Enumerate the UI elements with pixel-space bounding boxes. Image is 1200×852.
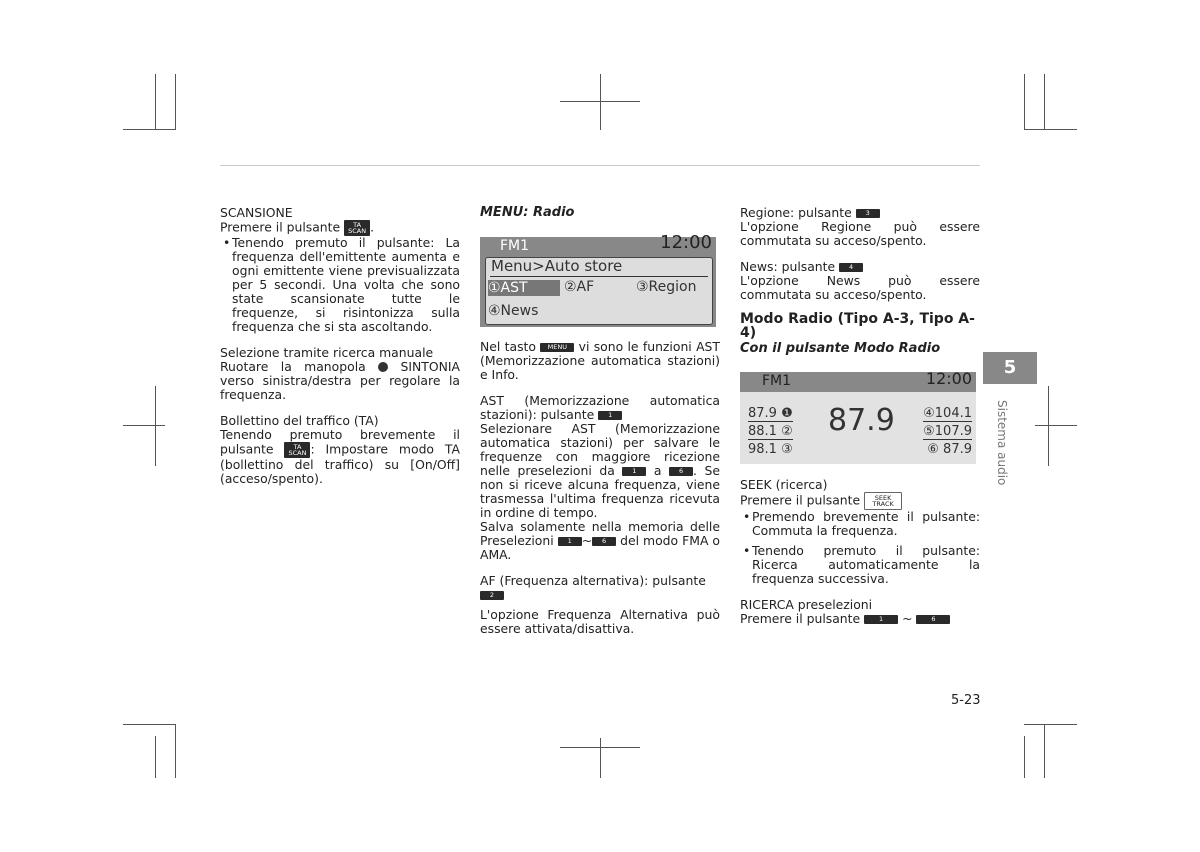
- key-label: SCAN: [348, 227, 367, 235]
- key-6-icon: 6: [669, 467, 693, 476]
- af-text: L'opzione Frequenza Alternativa può essere attivata/disattiva.: [480, 607, 720, 636]
- crop-mark: [1035, 425, 1077, 426]
- lcd-preset-4: ④104.1: [923, 406, 972, 421]
- lcd-main-frequency: 87.9: [828, 403, 895, 438]
- lcd-divider: [490, 276, 708, 277]
- ast-text-a: Selezionare AST (Memorizzazione automatica stazioni) per salvare le frequenze con maggiore ricezione nelle preselezioni da: [480, 421, 720, 478]
- ast-text-b: . Se non si riceve alcuna frequenza, viene trasmessa l'ultima frequenza ricevuta in ordine di tempo.: [480, 463, 720, 520]
- lcd-option-af: ②AF: [564, 279, 595, 295]
- ta-text-b: : Impostare modo TA (bollettino del traffico) su [On/Off] (acceso/spento).: [220, 441, 460, 486]
- lcd-clock: 12:00: [660, 232, 712, 253]
- lcd-radio-display: [740, 369, 976, 464]
- key-3-icon: 3: [856, 209, 880, 218]
- ast-text-d: del modo FMA o AMA.: [480, 533, 720, 562]
- seek-heading: SEEK (ricerca): [740, 477, 828, 492]
- crop-mark: [155, 736, 156, 778]
- scan-press-text: Premere il pulsante: [220, 219, 341, 235]
- lcd-preset-6: ⑥ 87.9: [927, 442, 972, 457]
- crop-mark: [1024, 736, 1025, 778]
- manual-heading: Selezione tramite ricerca manuale: [220, 345, 434, 360]
- seek-bullet-1: • Premendo brevemente il pulsante: Commuta la frequenza.: [740, 510, 980, 538]
- lcd-menu-display: [480, 232, 716, 327]
- news-heading-text: News: pulsante: [740, 259, 836, 274]
- region-text: L'opzione Regione può essere commutata su acceso/spento.: [740, 219, 980, 248]
- af-heading-text: AF (Frequenza alternativa): pulsante: [480, 573, 706, 588]
- manual-text-a: Ruotare la manopola: [220, 359, 366, 374]
- crop-mark: [155, 386, 156, 466]
- lcd-band: FM1: [762, 373, 792, 389]
- crop-mark: [1044, 724, 1045, 778]
- crop-mark: [175, 724, 176, 778]
- manual-text: [220, 360, 460, 402]
- chapter-tab: 5: [983, 352, 1037, 384]
- ta-heading: Bollettino del traffico (TA): [220, 413, 379, 428]
- lcd-top-bar: [740, 369, 976, 392]
- scan-press-line: [220, 220, 460, 236]
- preset-press-text: Premere il pulsante: [740, 611, 861, 626]
- key-6-icon: 6: [592, 537, 616, 546]
- lcd-option-ast: ①AST: [488, 280, 560, 296]
- header-rule: [220, 165, 980, 166]
- menu-key-icon: MENU: [540, 343, 574, 352]
- news-heading: [740, 260, 980, 274]
- crop-mark: [560, 101, 640, 102]
- key-label: TA: [293, 443, 302, 451]
- ast-text-2: [480, 520, 720, 562]
- crop-mark: [1024, 129, 1077, 130]
- key-6-icon: 6: [916, 615, 950, 624]
- lcd-menu-line: Menu>Auto store: [491, 257, 623, 275]
- lcd-band: FM1: [500, 238, 530, 254]
- region-heading: [740, 206, 980, 220]
- lcd-preset-1: 87.9 ❶: [748, 406, 793, 421]
- crop-mark: [600, 74, 601, 130]
- ta-scan-key-icon: [284, 442, 310, 458]
- key-1-icon: 1: [864, 615, 898, 624]
- seek-press-text: Premere il pulsante: [740, 492, 861, 508]
- mode-title: Modo Radio (Tipo A-3, Tipo A-4): [740, 311, 975, 341]
- lcd-option-news: ④News: [488, 303, 539, 319]
- column-1: [220, 206, 460, 486]
- column-3: [740, 206, 980, 626]
- scan-bullet: • Tenendo premuto il pulsante: La frequenza dell'emittente aumenta e ogni emittente viene previsualizzata per 5 secondi. Una volta che sono state scansionate tutte le frequenze, si risintonizza sulla frequenza che si sta ascoltando.: [220, 236, 460, 334]
- seek-press-line: [740, 492, 980, 510]
- crop-mark: [175, 74, 176, 130]
- ast-text-c: Salva solamente nella memoria delle Preselezioni: [480, 519, 720, 548]
- af-heading: [480, 574, 720, 602]
- key-1-icon: 1: [558, 537, 582, 546]
- ast-heading-text: AST (Memorizzazione automatica stazioni): pulsante: [480, 393, 720, 422]
- ta-text: [220, 428, 460, 486]
- tilde: ~: [902, 611, 913, 626]
- menu-title: MENU: Radio: [480, 205, 575, 220]
- knob-label: SINTONIA: [400, 359, 460, 374]
- menu-text: [480, 340, 720, 382]
- lcd-clock: 12:00: [925, 369, 972, 388]
- crop-mark: [123, 425, 165, 426]
- column-2: [480, 206, 720, 636]
- key-label: SCAN: [288, 449, 307, 457]
- seek-bullet-2: • Tenendo premuto il pulsante: Ricerca automaticamente la frequenza successiva.: [740, 544, 980, 586]
- crop-mark: [123, 724, 176, 725]
- punctuation: .: [370, 219, 375, 235]
- lcd-menu-panel: [485, 257, 713, 325]
- lcd-preset-2: 88.1 ②: [748, 424, 793, 439]
- menu-text-b: vi sono le funzioni AST (Memorizzazione automatica stazioni) e Info.: [480, 339, 720, 382]
- menu-text-a: Nel tasto: [480, 339, 536, 354]
- key-4-icon: 4: [839, 263, 863, 272]
- seek-track-key-icon: [864, 492, 902, 510]
- crop-mark: [1024, 74, 1025, 130]
- chapter-label: Sistema audio: [995, 400, 1009, 486]
- tilde: ~: [581, 533, 593, 548]
- ast-a: a: [653, 463, 662, 478]
- key-label: TRACK: [872, 500, 894, 508]
- ast-text: [480, 422, 720, 520]
- lcd-preset-3: 98.1 ③: [748, 442, 793, 457]
- scan-heading: SCANSIONE: [220, 205, 293, 220]
- key-label: TA: [353, 221, 362, 229]
- ta-text-a: Tenendo premuto brevemente il pulsante: [220, 427, 460, 457]
- crop-mark: [600, 738, 601, 778]
- manual-text-b: verso sinistra/destra per regolare la frequenza.: [220, 373, 460, 402]
- preset-press-line: [740, 612, 980, 626]
- key-1-icon: 1: [622, 467, 646, 476]
- crop-mark: [155, 74, 156, 130]
- page-number: 5-23: [951, 693, 981, 708]
- lcd-top-bar: [480, 232, 716, 255]
- crop-mark: [1024, 724, 1077, 725]
- ta-scan-key-icon: [344, 220, 370, 236]
- knob-icon: [378, 362, 388, 372]
- crop-mark: [123, 129, 176, 130]
- preset-heading: RICERCA preselezioni: [740, 597, 873, 612]
- lcd-option-region: ③Region: [636, 279, 697, 295]
- region-heading-text: Regione: pulsante: [740, 205, 852, 220]
- crop-mark: [1044, 74, 1045, 130]
- key-label: SEEK: [874, 494, 892, 502]
- crop-mark: [560, 747, 640, 748]
- crop-mark: [1048, 386, 1049, 466]
- ast-heading: [480, 394, 720, 422]
- mode-subtitle: Con il pulsante Modo Radio: [740, 341, 941, 356]
- lcd-preset-5: ⑤107.9: [923, 424, 972, 439]
- key-2-icon: 2: [480, 591, 504, 600]
- key-1-icon: 1: [598, 411, 622, 420]
- news-text: L'opzione News può essere commutata su acceso/spento.: [740, 273, 980, 302]
